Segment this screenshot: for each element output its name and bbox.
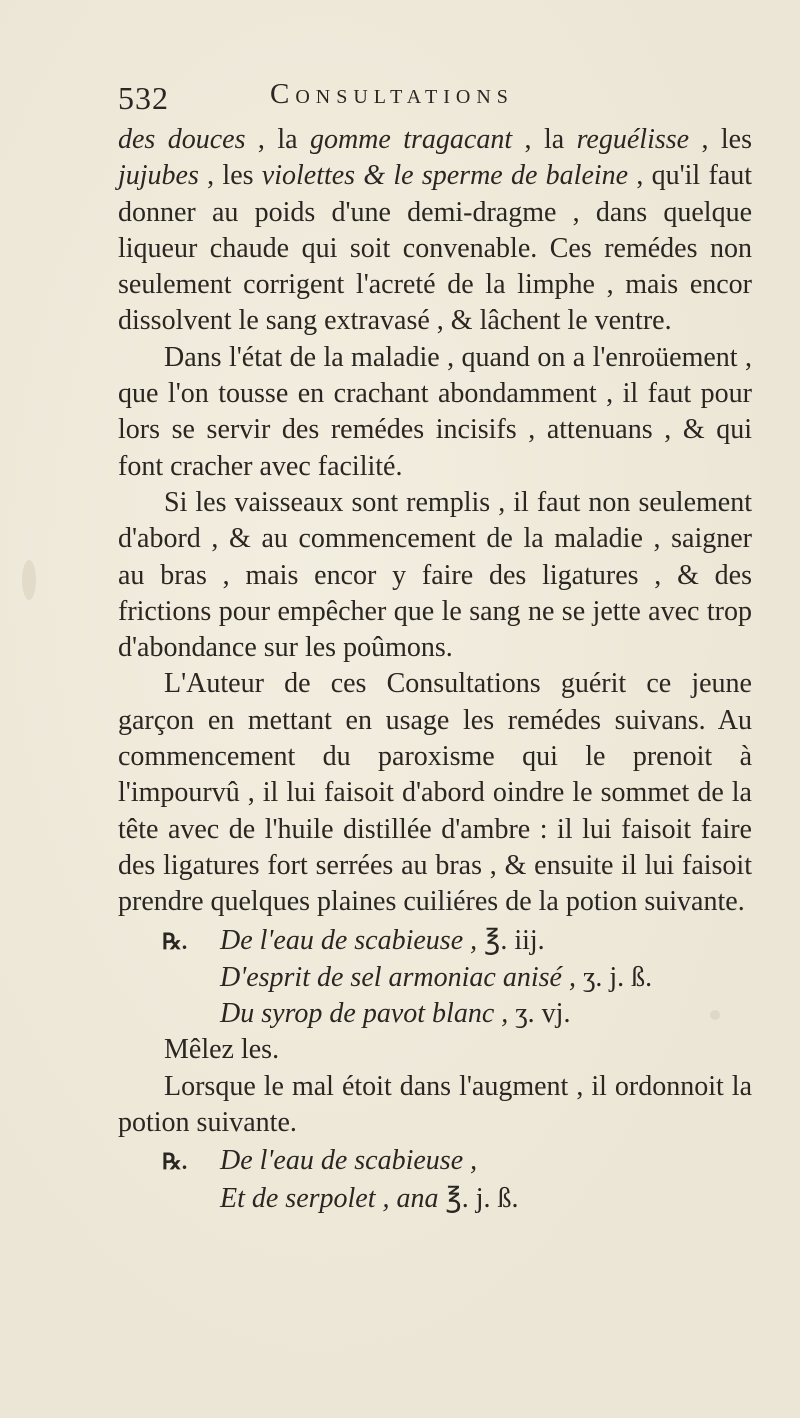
dose: ʒ. vj. [515, 998, 571, 1030]
running-head: Consultations [270, 78, 514, 110]
paragraph: des douces , la gomme tragacant , la reguélisse , les jujubes , les violettes & le sperme de baleine , qu'il faut donner au poids d'une demi-dragme , dans quelque liqueur chaude qui soit convenable. Ces remédes non seulement corrigent l'acreté de la limphe , mais encor dissolvent le sang extravasé , & lâchent le ventre. [118, 124, 753, 337]
recipe [118, 923, 752, 1033]
recipe-line [118, 960, 752, 996]
recipe-line [118, 1181, 752, 1217]
paragraph: L'Auteur de ces Consultations guérit ce jeune garçon en mettant en usage les remédes suivans. Au commencement du paroxisme qui le prenoit à l'impourvû , il lui faisoit d'abord oindre le sommet de la tête avec de l'huile distillée d'ambre : il lui faisoit faire des ligatures fort serrées au bras , & ensuite il lui faisoit prendre quelques plaines cuiliéres de la potion suivante. [118, 668, 752, 918]
recipe-line [118, 1143, 752, 1180]
page-header [118, 78, 638, 118]
dose: ℥. j. ß. [445, 1182, 519, 1214]
recipe [118, 1143, 752, 1217]
paragraph: Mêlez les. [164, 1034, 280, 1066]
paper-stain [22, 560, 36, 600]
page-body [118, 122, 752, 1217]
recipe-symbol: ℞. [162, 1149, 188, 1175]
recipe-symbol: ℞. [162, 928, 188, 954]
paragraph: Si les vaisseaux sont remplis , il faut non seulement d'abord , & au commencement de la maladie , saigner au bras , mais encor y faire des ligatures , & des frictions pour empêcher que le sang ne se jette avec trop d'abondance sur les poûmons. [118, 486, 752, 664]
ingredient: D'esprit de sel armoniac anisé , [220, 961, 576, 993]
dose: ℥. iij. [484, 924, 545, 956]
dose: ʒ. j. ß. [582, 961, 653, 993]
ingredient: Du syrop de pavot blanc , [220, 998, 509, 1030]
recipe-line [118, 996, 752, 1032]
ingredient: De l'eau de scabieuse , [220, 1145, 478, 1177]
paragraph: Lorsque le mal étoit dans l'augment , il ordonnoit la potion suivante. [118, 1070, 752, 1139]
ingredient: De l'eau de scabieuse , [220, 924, 478, 956]
paragraph: Dans l'état de la maladie , quand on a l'enroüement , que l'on tousse en crachant abondamment , il faut pour lors se servir des remédes incisifs , attenuans , & qui font cracher avec facilité. [118, 341, 752, 482]
ingredient: Et de serpolet , ana [220, 1182, 439, 1214]
recipe-line [118, 923, 752, 960]
page-number: 532 [118, 80, 169, 116]
